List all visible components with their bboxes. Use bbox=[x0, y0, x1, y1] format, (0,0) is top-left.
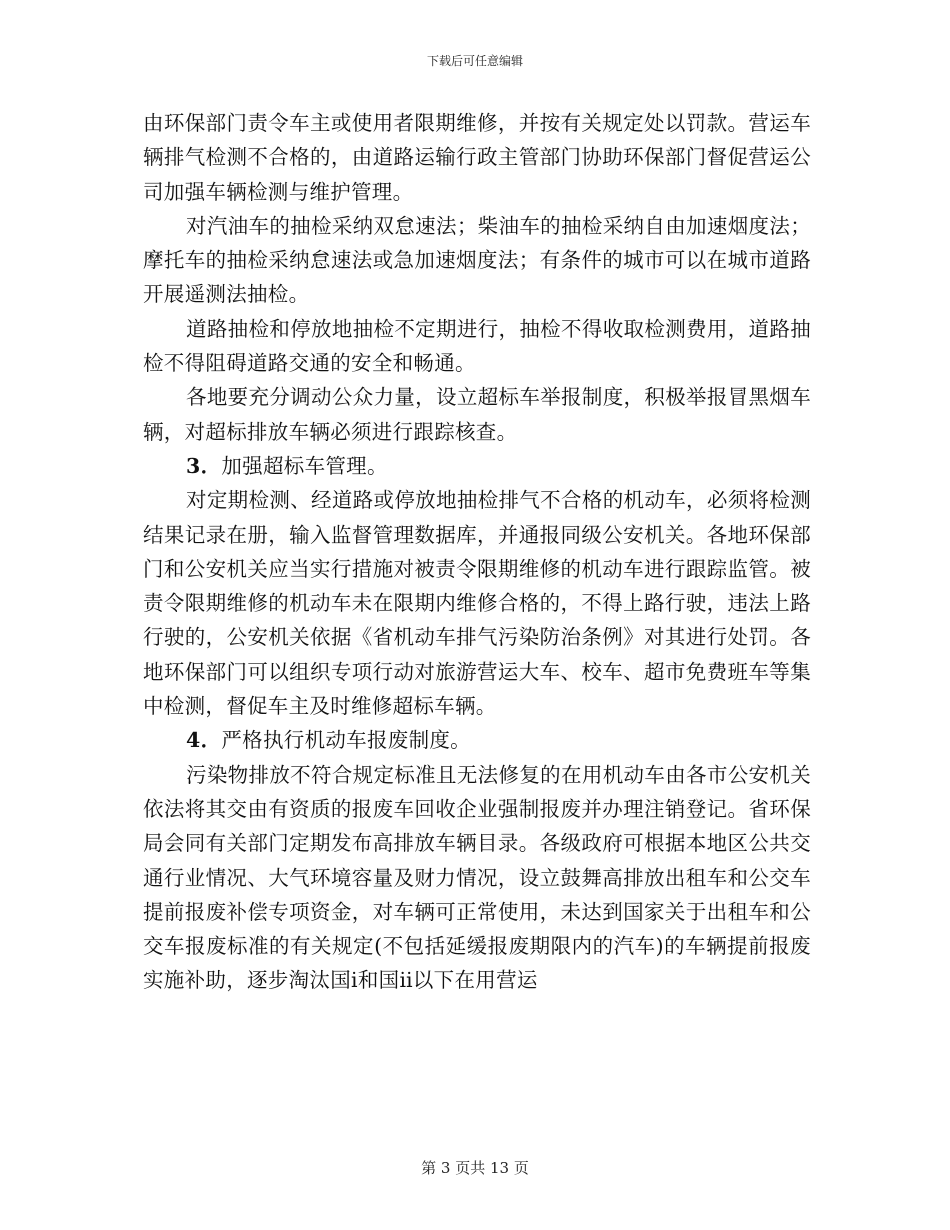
page-number: 第 3 页共 13 页 bbox=[421, 1159, 529, 1177]
section-number-4: 4． bbox=[186, 728, 222, 753]
page-header-note: 下载后可任意编辑 bbox=[426, 54, 523, 68]
section-number-3: 3． bbox=[186, 453, 222, 478]
paragraph-scrapping-system: 污染物排放不符合规定标准且无法修复的在用机动车由各市公安机关依法将其交由有资质的报废车回收企业强制报废并办理注销登记。省环保局会同有关部门定期发布高排放车辆目录。各级政府可根据本地区公共交通行业情况、大气环境容量及财力情况，设立鼓舞高排放出租车和公交车提前报废补偿专项资金，对车辆可正常使用，未达到国家关于出租车和公交车报废标准的有关规定(不包括延缓报废期限内的汽车)的车辆提前报废实施补助，逐步淘汰国ⅰ和国ⅱ以下在用营运 bbox=[143, 762, 811, 993]
section-title-3: 加强超标车管理。 bbox=[221, 453, 388, 478]
section-title-4: 严格执行机动车报废制度。 bbox=[221, 728, 471, 753]
section-heading-3 bbox=[143, 449, 811, 483]
paragraph-public-reporting: 各地要充分调动公众力量，设立超标车举报制度，积极举报冒黑烟车辆，对超标排放车辆必须进行跟踪核查。 bbox=[143, 385, 811, 444]
paragraph-test-methods: 对汽油车的抽检采纳双怠速法；柴油车的抽检采纳自由加速烟度法；摩托车的抽检采纳怠速法或急加速烟度法；有条件的城市可以在城市道路开展遥测法抽检。 bbox=[143, 213, 811, 307]
section-heading-4 bbox=[143, 723, 811, 757]
document-body bbox=[143, 106, 811, 998]
paragraph-exceeding-vehicle-management: 对定期检测、经道路或停放地抽检排气不合格的机动车，必须将检测结果记录在册，输入监督管理数据库，并通报同级公安机关。各地环保部门和公安机关应当实行措施对被责令限期维修的机动车进行跟踪监管。被责令限期维修的机动车未在限期内维修合格的，不得上路行驶，违法上路行驶的，公安机关依据《省机动车排气污染防治条例》对其进行处罚。各地环保部门可以组织专项行动对旅游营运大车、校车、超市免费班车等集中检测，督促车主及时维修超标车辆。 bbox=[143, 488, 811, 719]
paragraph-repair-penalty: 由环保部门责令车主或使用者限期维修，并按有关规定处以罚款。营运车辆排气检测不合格的，由道路运输行政主管部门协助环保部门督促营运公司加强车辆检测与维护管理。 bbox=[143, 111, 811, 204]
paragraph-road-spot-check: 道路抽检和停放地抽检不定期进行，抽检不得收取检测费用，道路抽检不得阻碍道路交通的安全和畅通。 bbox=[143, 316, 811, 376]
